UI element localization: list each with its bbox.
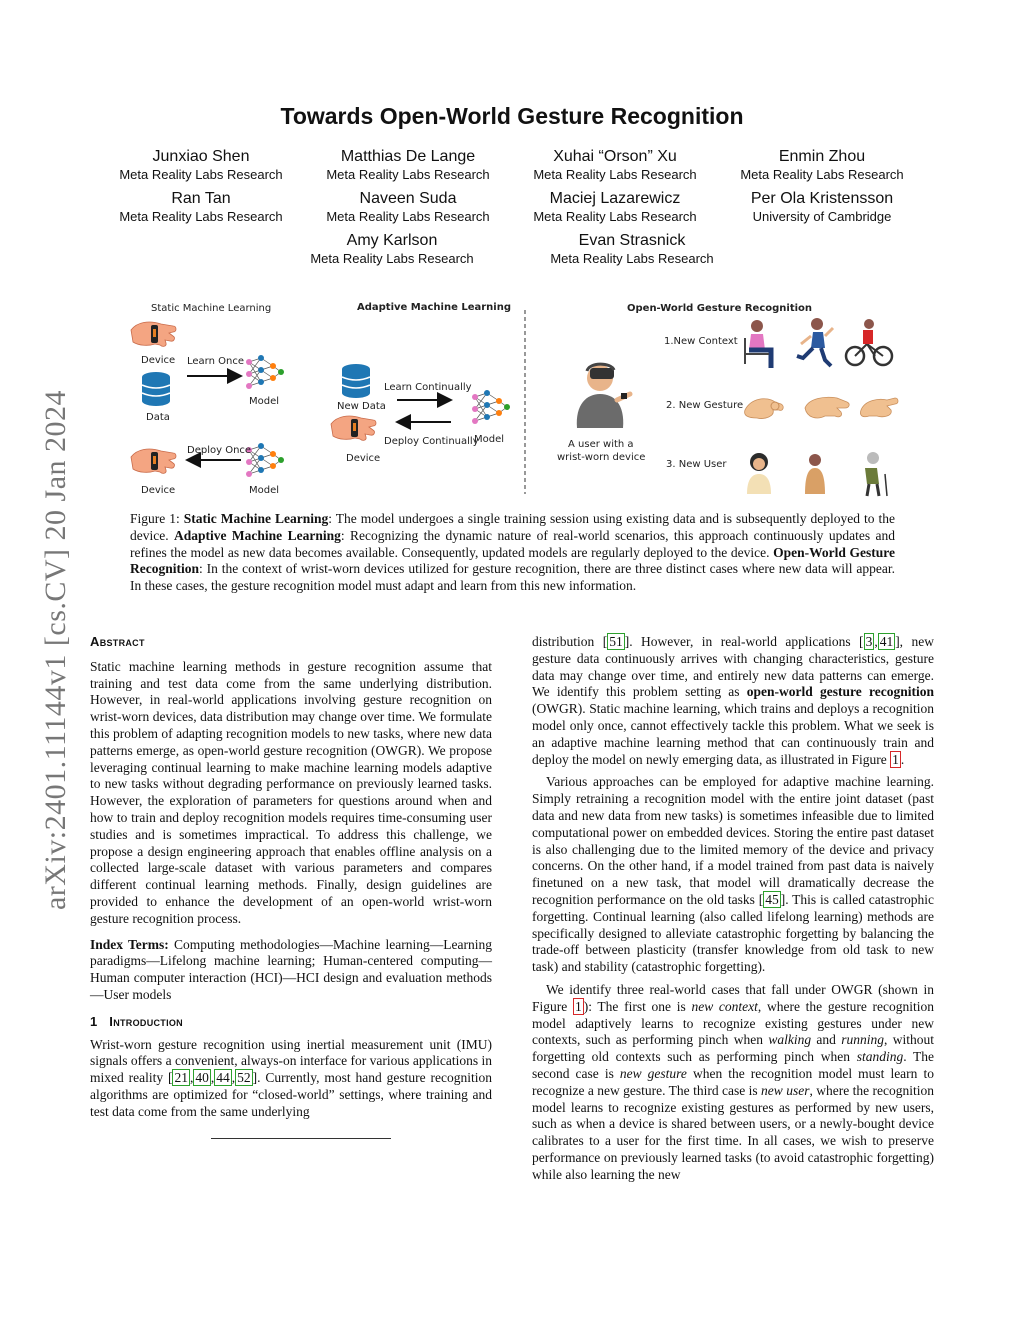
user-icon <box>577 364 630 428</box>
hand-device-icon <box>131 322 176 346</box>
section-number: 1 <box>90 1013 98 1029</box>
citation-link[interactable]: 51 <box>609 634 623 649</box>
author-affiliation: Meta Reality Labs Research <box>533 209 697 224</box>
man-user-icon <box>805 454 825 494</box>
author-name: Ran Tan <box>171 190 231 207</box>
body-text: ]. However, in real-world applications [ <box>624 634 864 649</box>
footnote-rule <box>211 1138 391 1139</box>
index-terms-label: Index Terms: <box>90 936 169 952</box>
body-text: ]. This is called catastrophic forgetting. Continual learning (also called lifelong learning) methods are specifically designed to alleviate catastrophic forgetting by balancing the trade-off between plasticity (transfer knowledge from old task to new task) and stability (catastrophic forgetting). <box>532 891 934 975</box>
body-text: (OWGR). Static machine learning, which trains and deploys a recognition model only once, cannot effectively tackle this problem. What we seek is an adaptive machine learning method that can continuously train and deploy the model on newly emerging data, as illustrated in Figure <box>532 701 934 767</box>
figure-caption <box>130 511 895 595</box>
author-block <box>712 189 932 225</box>
device-label: Device <box>141 355 176 366</box>
author-name: Xuhai “Orson” Xu <box>553 148 677 165</box>
device-label: Device <box>346 453 381 464</box>
body-text: Various approaches can be employed for adaptive machine learning. Simply retraining a recognition model with the entire joint dataset (past data and new data from new tasks) is sometimes infeasible due to limited computational power on embedded devices. Storing the entire past dataset is also challenging due to the limited memory of the device and privacy concerns. On the other hand, if a model trained from past data is naively finetuned on a new task, that model will dramatically decrease the recognition performance on the old tasks [ <box>532 774 934 907</box>
citation-link[interactable]: 40 <box>195 1070 209 1086</box>
author-affiliation: Meta Reality Labs Research <box>326 167 490 182</box>
model-label: Model <box>474 434 505 445</box>
woman-user-icon <box>747 453 771 494</box>
case-new-gesture-label: 2. New Gesture <box>666 400 744 411</box>
author-affiliation: Meta Reality Labs Research <box>533 167 697 182</box>
static-ml-title: Static Machine Learning <box>151 303 272 314</box>
author-affiliation: Meta Reality Labs Research <box>119 209 283 224</box>
italic-term: walking <box>768 1032 812 1048</box>
author-block <box>298 147 518 183</box>
neural-network-icon <box>472 390 510 424</box>
hand-device-icon <box>331 416 376 440</box>
deploy-once-label: Deploy Once <box>187 445 252 456</box>
body-text: when the recognition model must learn to recognize a new gesture. The third case is <box>532 1065 934 1098</box>
author-name: Naveen Suda <box>359 190 457 207</box>
intro-paragraph: Wrist-worn gesture recognition using inertial measurement unit (IMU) signals offers a convenient, always-on interface for various applications in mixed reality [ 21 , 40 , 44 , 52 ]. Currently, most hand gesture recognition algorithms are optimized for “closed-world” settings, where training and test data come from the same underlying <box>90 1036 492 1119</box>
data-label: Data <box>146 412 170 423</box>
abstract-heading: Abstract <box>90 634 145 649</box>
author-name: Amy Karlson <box>346 232 438 249</box>
left-column <box>90 634 492 1121</box>
author-affiliation: Meta Reality Labs Research <box>740 167 904 182</box>
database-icon <box>342 364 370 398</box>
body-text: We identify three real-world cases that fall under OWGR (shown in Figure <box>532 981 934 1014</box>
right-paragraph-2 <box>532 774 934 976</box>
intro-heading <box>90 1014 492 1031</box>
owgr-bold-term: open-world gesture recognition <box>746 684 934 700</box>
cycling-person-icon <box>846 319 892 365</box>
figure-link[interactable]: 1 <box>892 751 899 767</box>
author-name: Enmin Zhou <box>778 148 866 165</box>
author-block <box>712 147 932 183</box>
italic-term: standing <box>856 1049 904 1065</box>
author-block <box>91 147 311 183</box>
model-label: Model <box>249 396 280 407</box>
author-block <box>282 231 502 267</box>
body-text: ): The first one is <box>583 998 692 1014</box>
caption-text: : In the context of wrist-worn devices utilized for gesture recognition, there are three distinct cases where new data will appear. In these cases, the gesture recognition model must adapt and learn from this new information. <box>130 561 895 594</box>
hand-device-icon <box>131 449 176 473</box>
body-text: , where the gesture recognition model adaptively learns to recognize existing gestures under new contexts, such as performing pinch when <box>532 998 935 1048</box>
citation-link[interactable]: 21 <box>174 1070 188 1086</box>
case-new-user-label: 3. New User <box>666 459 727 470</box>
author-affiliation: Meta Reality Labs Research <box>550 251 714 266</box>
right-paragraph-3 <box>532 982 934 1184</box>
caption-prefix: Figure 1: <box>130 511 184 526</box>
author-block <box>505 189 725 225</box>
author-block <box>522 231 742 267</box>
body-text: , where the recognition model learns to recognize existing gestures as performed by new users, such as when a device is shared between users, or a newly-bought device calibrates to a user for the first time. In all cases, we wish to preserve performance on previously learned tasks (to avoid catastrophic forgetting) while also learning the new <box>532 1082 934 1182</box>
author-affiliation: Meta Reality Labs Research <box>326 209 490 224</box>
database-icon <box>142 372 170 406</box>
author-name: Maciej Lazarewicz <box>549 190 681 207</box>
section-title: Introduction <box>109 1013 183 1029</box>
right-paragraph-1: distribution [ 51 ]. However, in real-world applications [ 3 , 41 ], new gesture data continuously arrives with changing characteristics, gesture data may change over time, and entirely new data patterns can emerge. We identify this problem setting as open-world gesture recognition (OWGR). Static machine learning, which trains and deploys a recognition model only once, cannot effectively tackle this problem. What we seek is an adaptive machine learning method that can continuously train and deploy the model on newly emerging data, as illustrated in Figure 1 . <box>532 634 934 767</box>
right-column <box>532 634 934 1184</box>
figure-1 <box>125 298 905 503</box>
paper-title: Towards Open-World Gesture Recognition <box>280 103 744 129</box>
user-label-line2: wrist-worn device <box>557 452 646 463</box>
author-name: Matthias De Lange <box>340 148 476 165</box>
model-label: Model <box>249 485 280 496</box>
caption-text: : Recognizing the dynamic nature of real-world scenarios, this approach continuously updates and refines the model as new data becomes available. Consequently, updated models are regularly deployed to the device. <box>130 527 895 560</box>
figure-graphics <box>125 298 905 503</box>
italic-term: new gesture <box>619 1065 687 1081</box>
citation-link[interactable]: 3 <box>865 634 873 649</box>
author-name: Junxiao Shen <box>152 148 250 165</box>
body-text: distribution [ <box>532 634 608 649</box>
new-data-label: New Data <box>337 401 386 412</box>
device-label: Device <box>141 485 176 496</box>
intro-text: Wrist-worn gesture recognition using inertial measurement unit (IMU) signals offers a convenient, always-on interface for various applications in mixed reality [ <box>90 1036 492 1086</box>
caption-text: : The model undergoes a single training session using existing data and is subsequently deployed to the device. <box>130 511 895 543</box>
arxiv-watermark <box>24 360 88 940</box>
body-text: , without forgetting old contexts such as performing pinch when <box>532 1032 934 1065</box>
author-name: Evan Strasnick <box>578 232 686 249</box>
author-block <box>298 189 518 225</box>
author-block <box>91 189 311 225</box>
index-terms-text: Computing methodologies—Machine learning—Learning paradigms—Lifelong machine learning; Human-centered computing—Human computer interaction (HCI)—HCI design and evaluation methods—User models <box>90 936 493 1002</box>
case-new-context-label: 1.New Context <box>664 336 738 347</box>
point-gesture-icon <box>860 398 898 417</box>
open-world-title: Open-World Gesture Recognition <box>627 303 813 314</box>
neural-network-icon <box>246 355 284 389</box>
citation-link[interactable]: 44 <box>216 1070 230 1086</box>
pinch-gesture-icon <box>745 399 784 419</box>
open-hand-gesture-icon <box>805 397 849 418</box>
abstract-text: Static machine learning methods in gesture recognition assume that training and test data come from the same underlying distribution. However, in real-world applications involving gesture recognition on wrist-worn devices, data distribution may change over time. We formulate this problem of adapting recognition models to new tasks, where new data patterns emerge, as open-world gesture recognition (OWGR). We propose leveraging continual learning to make machine learning models adaptive to new tasks without degrading performance on previously learned tasks. However, the exploration of parameters for questions around when and how to train and deploy recognition models requires time-consuming user studies and is sometimes impractical. To address this challenge, we propose a design engineering approach that enables offline analysis on a collected large-scale dataset with various parameters and compares different continual learning methods. Finally, design guidelines are provided to enhance the development of an open-world wrist-worn gesture recognition process. <box>90 658 492 926</box>
adaptive-ml-title: Adaptive Machine Learning <box>357 302 512 313</box>
author-affiliation: University of Cambridge <box>752 209 892 224</box>
italic-term: new user <box>761 1082 810 1098</box>
deploy-continually-label: Deploy Continually <box>384 436 479 447</box>
arxiv-id-text: arXiv:2401.11144v1 [cs.CV] 20 Jan 2024 <box>39 389 72 911</box>
learn-once-label: Learn Once <box>187 356 244 367</box>
citation-link[interactable]: 45 <box>765 891 779 907</box>
sitting-person-icon <box>745 320 771 368</box>
figure-link[interactable]: 1 <box>574 998 582 1014</box>
citation-link[interactable]: 41 <box>879 634 894 649</box>
learn-continually-label: Learn Continually <box>384 382 472 393</box>
author-name: Per Ola Kristensson <box>750 190 894 207</box>
body-text: . The second case is <box>532 1049 935 1081</box>
intro-text: ]. Currently, most hand gesture recognition algorithms are optimized for “closed-world” settings, where training and test data come from the same underlying <box>90 1070 492 1119</box>
citation-link[interactable]: 52 <box>237 1070 251 1086</box>
caption-bold-adaptive: Adaptive Machine Learning <box>174 527 341 543</box>
caption-bold-static: Static Machine Learning <box>183 511 329 526</box>
index-terms <box>90 937 492 1004</box>
elderly-user-icon <box>865 452 887 496</box>
italic-term: new context <box>691 998 758 1014</box>
neural-network-icon <box>246 443 284 477</box>
running-person-icon <box>797 318 833 366</box>
author-block <box>505 147 725 183</box>
author-affiliation: Meta Reality Labs Research <box>119 167 283 182</box>
italic-term: running <box>841 1032 885 1048</box>
user-label-line1: A user with a <box>568 439 634 450</box>
caption-bold-open-world: Open-World Gesture Recognition <box>130 544 895 577</box>
body-text: ], new gesture data continuously arrives with changing characteristics, gesture data may change over time, and entirely new data patterns can emerge. We identify this problem setting as <box>532 634 934 700</box>
author-affiliation: Meta Reality Labs Research <box>310 251 474 266</box>
body-text: and <box>811 1032 842 1048</box>
body-text: . <box>900 751 905 767</box>
